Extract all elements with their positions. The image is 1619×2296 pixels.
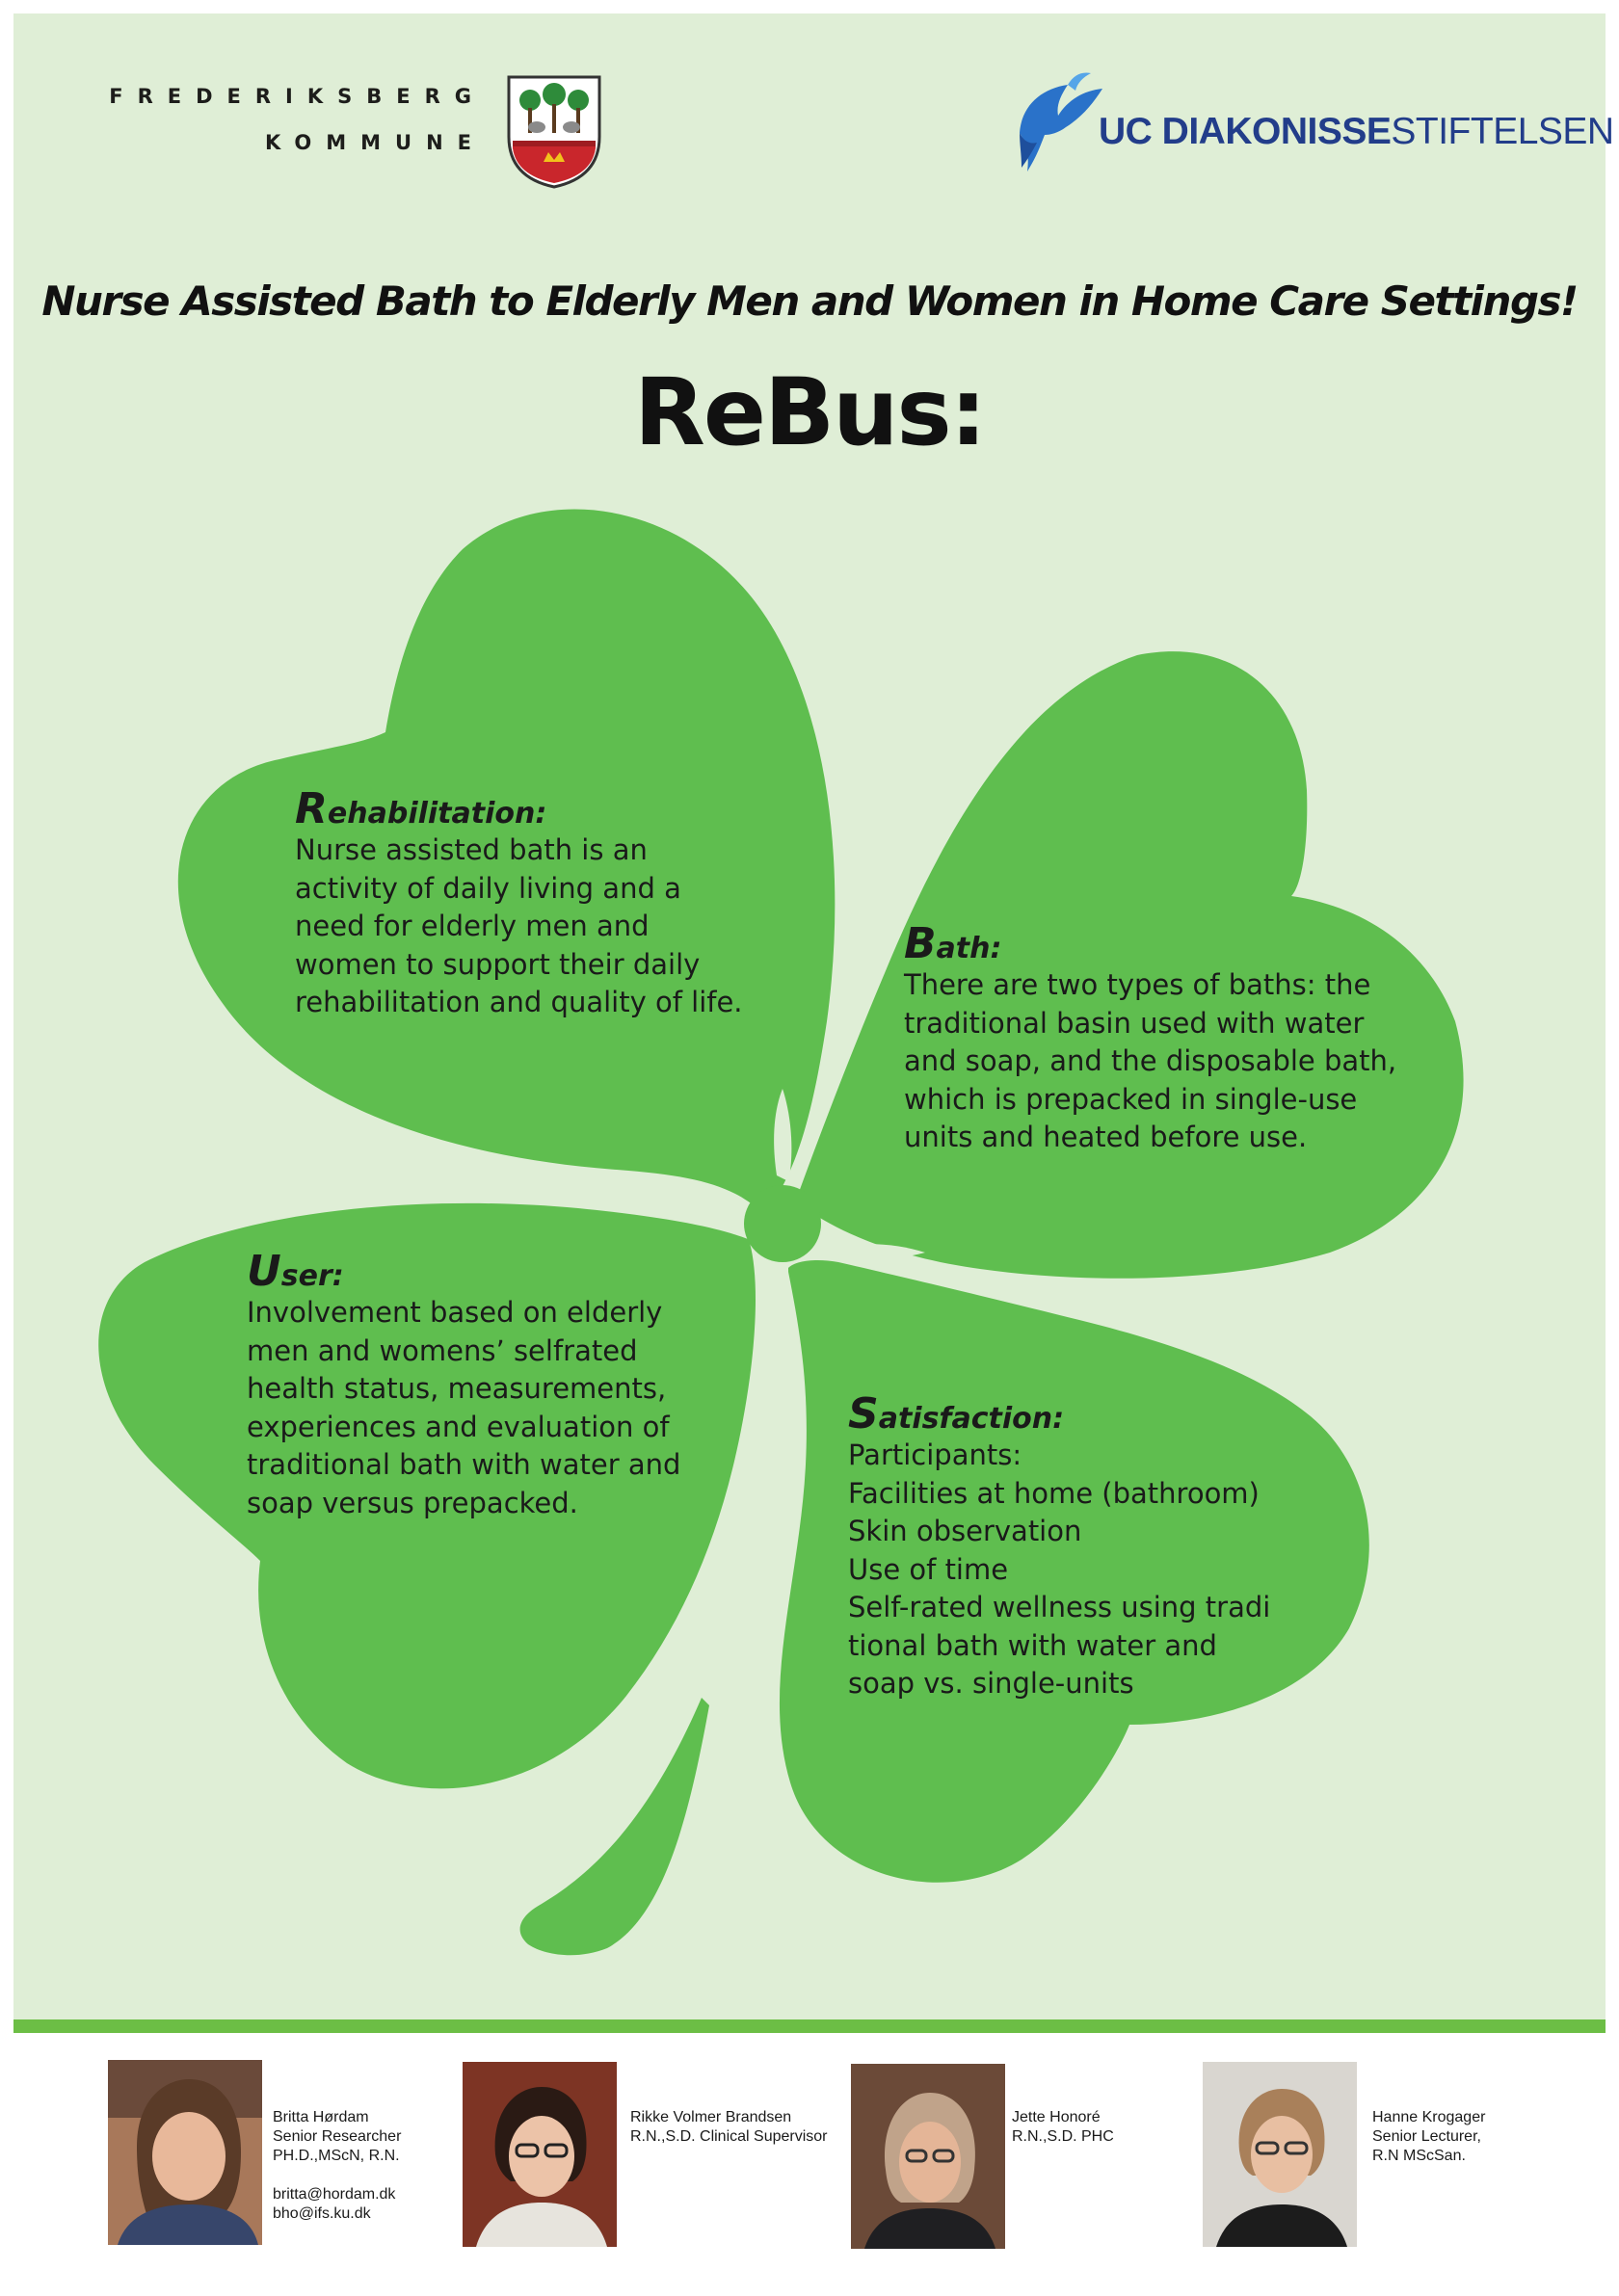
footer-divider (13, 2019, 1606, 2033)
author-title: Senior Lecturer, (1372, 2128, 1481, 2145)
author-title: Senior Researcher (273, 2128, 402, 2145)
author-email: bho@ifs.ku.dk (273, 2205, 371, 2222)
poster-title: ReBus: (633, 358, 986, 466)
rehabilitation-line: women to support their daily (295, 947, 701, 981)
user-heading-initial: U (247, 1247, 281, 1296)
user-line: Involvement based on elderly (247, 1296, 663, 1329)
rehabilitation-line: need for elderly men and (295, 910, 650, 942)
author-name: Britta Hørdam (273, 2109, 369, 2125)
rehabilitation-line: Nurse assisted bath is an (295, 833, 648, 866)
user-line: men and womens’ selfrated (247, 1333, 638, 1367)
satisfaction-line: Use of time (848, 1552, 1009, 1586)
bath-line: traditional basin used with water (904, 1006, 1365, 1040)
municipality-name-line2: KOMMUNE (265, 131, 486, 154)
author-degree: PH.D.,MScN, R.N. (273, 2148, 400, 2164)
municipality-name-line1: FREDERIKSBERG (109, 85, 486, 108)
rehabilitation-heading-rest: ehabilitation: (327, 797, 547, 831)
bath-line: units and heated before use. (904, 1121, 1308, 1153)
satisfaction-heading (848, 1389, 1270, 1438)
author-name: Hanne Krogager (1372, 2109, 1486, 2125)
satisfaction-line: Skin observation (848, 1515, 1082, 1547)
bath-heading-rest: ath: (936, 932, 1002, 965)
author-title: R.N.,S.D. PHC (1012, 2128, 1114, 2145)
satisfaction-heading-rest: atisfaction: (878, 1402, 1065, 1436)
user-heading (247, 1247, 680, 1296)
satisfaction-line: soap vs. single-units (848, 1667, 1134, 1700)
author-caption-hordam (273, 2108, 401, 2224)
user-text (247, 1247, 681, 1522)
bath-line: There are two types of baths: the (904, 968, 1371, 1001)
user-line: traditional bath with water and (247, 1448, 681, 1481)
author-photo-hordam (108, 2060, 262, 2245)
author-name: Jette Honoré (1012, 2109, 1101, 2125)
author-caption-honore (1012, 2108, 1114, 2147)
satisfaction-line: Facilities at home (bathroom) (848, 1476, 1260, 1510)
author-photo-honore (851, 2064, 1005, 2249)
author-title: R.N.,S.D. Clinical Supervisor (630, 2128, 828, 2145)
author-degree: R.N MScSan. (1372, 2148, 1466, 2164)
user-line: health status, measurements, (247, 1372, 667, 1405)
author-caption-brandsen (630, 2108, 828, 2147)
user-line: experiences and evaluation of (247, 1410, 670, 1443)
college-name-bold: UC DIAKONISSE (1099, 111, 1392, 152)
satisfaction-text (848, 1389, 1271, 1703)
bath-line: which is prepacked in single-use (904, 1082, 1358, 1116)
satisfaction-line: tional bath with water and (848, 1628, 1217, 1662)
bath-heading (904, 919, 1396, 968)
rehabilitation-heading (295, 784, 743, 833)
rehabilitation-heading-initial: R (295, 784, 328, 833)
user-heading-rest: ser: (280, 1259, 344, 1293)
college-name-regular: STIFTELSEN (1391, 111, 1614, 152)
author-name: Rikke Volmer Brandsen (630, 2109, 792, 2125)
rehabilitation-text (295, 784, 743, 1022)
satisfaction-line: Self-rated wellness using tradi (848, 1591, 1271, 1623)
bath-line: and soap, and the disposable bath, (904, 1044, 1397, 1077)
author-photo-krogager (1203, 2062, 1357, 2247)
rehabilitation-line: rehabilitation and quality of life. (295, 986, 743, 1018)
bath-heading-initial: B (904, 919, 937, 968)
satisfaction-line: Participants: (848, 1438, 1022, 1471)
author-photo-brandsen (463, 2062, 617, 2247)
author-caption-krogager (1372, 2108, 1485, 2166)
author-email: britta@hordam.dk (273, 2186, 396, 2203)
satisfaction-heading-initial: S (848, 1389, 879, 1438)
user-line: soap versus prepacked. (247, 1486, 578, 1519)
bath-text (904, 919, 1397, 1157)
rehabilitation-line: activity of daily living and a (295, 871, 681, 905)
poster-subtitle: Nurse Assisted Bath to Elderly Men and Women in Home Care Settings! (41, 277, 1578, 325)
